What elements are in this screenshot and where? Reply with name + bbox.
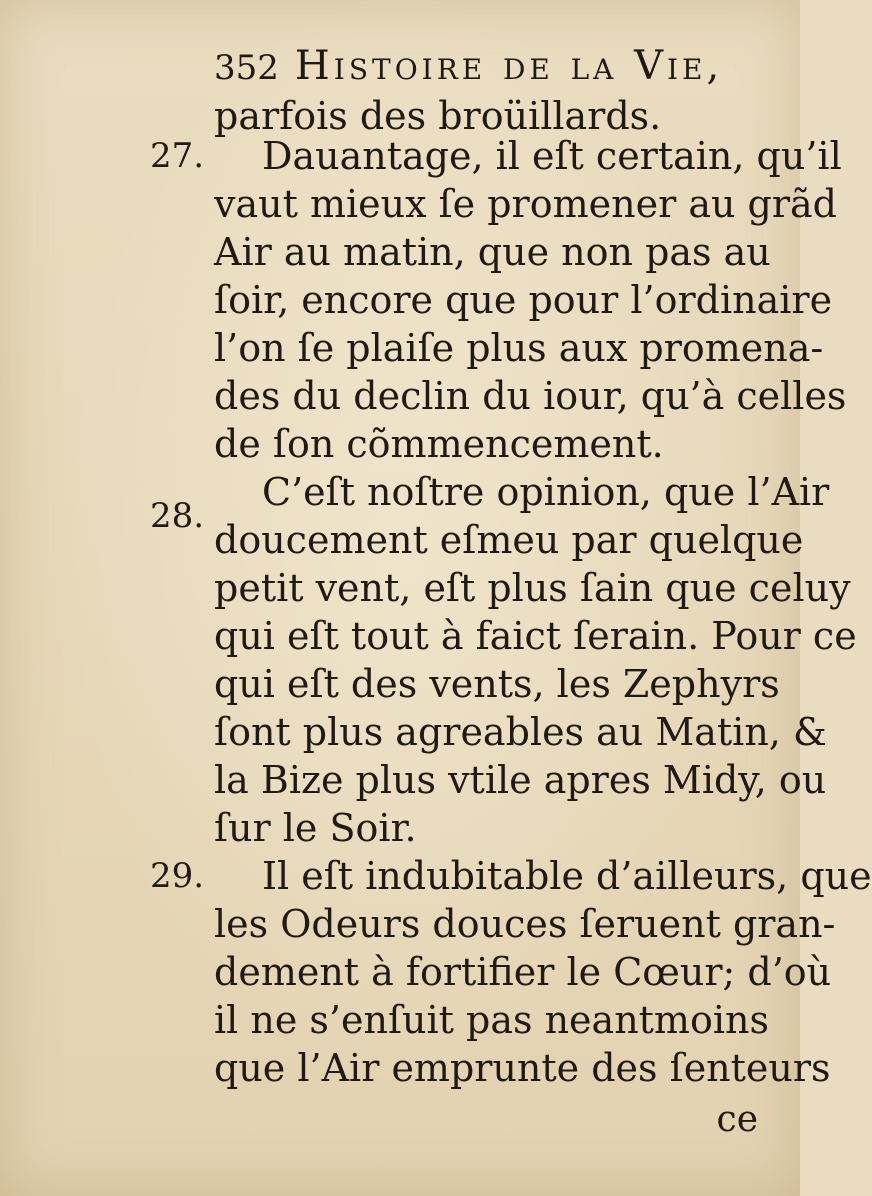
body-line: Air au matin, que non pas au xyxy=(214,230,771,274)
body-line: vaut mieux ſe promener au grãd xyxy=(214,182,838,226)
body-line: ſur le Soir. xyxy=(214,806,417,850)
body-line: parfois des broüillards. xyxy=(214,94,662,138)
paragraph-number-28: 28. xyxy=(150,496,205,536)
body-line: il ne s’enſuit pas neantmoins xyxy=(214,998,769,1042)
paragraph-number-27: 27. xyxy=(150,136,205,176)
running-head: Histoire de la Vie, xyxy=(294,43,724,89)
body-line: les Odeurs douces ſeruent gran- xyxy=(214,902,836,946)
body-line: dement à fortifier le Cœur; d’où xyxy=(214,950,832,994)
body-line: Il eſt indubitable d’ailleurs, que xyxy=(262,854,872,898)
paragraph-number-29: 29. xyxy=(150,856,205,896)
body-line: ſont plus agreables au Matin, & xyxy=(214,710,827,754)
page-number: 352 xyxy=(214,48,279,88)
body-line: qui eſt tout à faict ſerain. Pour ce xyxy=(214,614,857,658)
body-line: ſoir, encore que pour l’ordinaire xyxy=(214,278,833,322)
body-line: Dauantage, il eſt certain, qu’il xyxy=(262,134,842,178)
body-line: qui eſt des vents, les Zephyrs xyxy=(214,662,780,706)
body-line: des du declin du iour, qu’à celles xyxy=(214,374,847,418)
body-line: doucement eſmeu par quelque xyxy=(214,518,804,562)
catchword: ce xyxy=(716,1099,758,1140)
body-line: l’on ſe plaiſe plus aux promena- xyxy=(214,326,824,370)
body-line: la Bize plus vtile apres Midy, ou xyxy=(214,758,827,802)
body-line: que l’Air emprunte des ſenteurs xyxy=(214,1046,831,1090)
page-header xyxy=(214,42,754,90)
body-line: C’eſt noſtre opinion, que l’Air xyxy=(262,470,830,514)
body-line: petit vent, eſt plus ſain que celuy xyxy=(214,566,851,610)
body-line: de ſon cõmmencement. xyxy=(214,422,664,466)
